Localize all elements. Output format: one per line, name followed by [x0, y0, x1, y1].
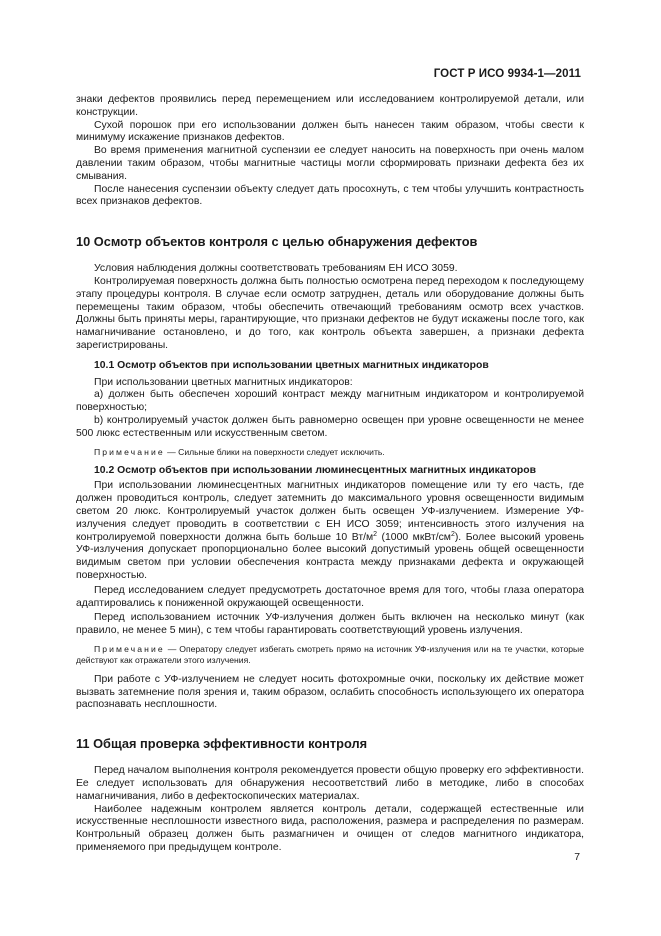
section-10-paragraph-2: Контролируемая поверхность должна быть полностью осмотрена перед переходом к последующему этапу процедуры контроля. В случае если осмотр затруднен, деталь или оборудование должны быть перемещены таким образом, чтобы обеспечить отвечающий требованиям осмотр всех участков. Должны быть приняты меры, гарантирующие, что признаки дефектов не будут искажены после того, как намагничивание остановлено, и до того, как контроль объекта завершен, а признаки дефекта зарегистрированы. [76, 275, 584, 351]
superscript: 2 [373, 530, 378, 538]
intro-paragraph-2: Сухой порошок при его использовании должен быть нанесен таким образом, чтобы свести к минимуму искажение признаков дефектов. [76, 119, 584, 144]
document-body [76, 94, 584, 855]
note-label: Примечание [94, 643, 165, 654]
subsection-10-1-item-b: b) контролируемый участок должен быть равномерно освещен при уровне освещенности не менее 500 люкс естественным или искусственным светом. [76, 414, 584, 439]
page-number: 7 [574, 852, 580, 863]
subsection-10-2-paragraph-3: Перед использованием источник УФ-излучения должен быть включен на несколько минут (как правило, не менее 5 мин), с тем чтобы гарантировать соответствующий уровень излучения. [76, 612, 584, 637]
subsection-10-2-heading: 10.2 Осмотр объектов при использовании люминесцентных магнитных индикаторов [94, 464, 537, 476]
subsection-10-2-paragraph-2: Перед исследованием следует предусмотреть достаточное время для того, чтобы глаза оператора адаптировались к пониженной окружающей освещенности. [76, 584, 584, 609]
subsection-10-1-intro: При использовании цветных магнитных индикаторов: [94, 376, 353, 388]
note-text: — Оператору следует избегать смотреть прямо на источник УФ-излучения или на те участки, которые действуют как отражатели этого излучения. [76, 643, 584, 665]
note-text: — Сильные блики на поверхности следует исключить. [164, 446, 385, 457]
subsection-10-2-paragraph-1 [76, 480, 584, 582]
text-run: (1000 мкВт/см [377, 531, 451, 543]
subsection-10-2-note [76, 644, 584, 666]
section-11-paragraph-1: Перед началом выполнения контроля рекомендуется провести общую проверку его эффективности. Ее следует использовать для обнаружения несоответствий либо в методике, либо в способах намагничивания, либо в дефектоскопических материалах. [76, 765, 584, 802]
section-10-heading: 10 Осмотр объектов контроля с целью обнаружения дефектов [76, 234, 478, 250]
subsection-10-1-heading: 10.1 Осмотр объектов при использовании цветных магнитных индикаторов [94, 359, 489, 371]
intro-paragraph-1: знаки дефектов проявились перед перемещением или исследованием контролируемой детали, или конструкции. [76, 94, 584, 118]
superscript: 2 [450, 530, 455, 538]
intro-paragraph-4: После нанесения суспензии объекту следует дать просохнуть, с тем чтобы улучшить контрастность всех признаков дефектов. [76, 183, 584, 208]
section-11-heading: 11 Общая проверка эффективности контроля [76, 736, 368, 752]
section-10-paragraph-1: Условия наблюдения должны соответствовать требованиям ЕН ИСО 3059. [94, 263, 458, 275]
subsection-10-1-note [76, 447, 584, 458]
note-label: Примечание [94, 446, 165, 457]
subsection-10-1-item-a: а) должен быть обеспечен хороший контраст между магнитным индикатором и контролируемой поверхностью; [76, 389, 584, 414]
document-code-header: ГОСТ Р ИСО 9934-1—2011 [433, 68, 581, 80]
intro-paragraph-3: Во время применения магнитной суспензии ее следует наносить на поверхность при очень малом давлении таким образом, чтобы магнитные частицы могли сформировать признаки дефекта без их смывания. [76, 145, 584, 182]
subsection-10-2-paragraph-4: При работе с УФ-излучением не следует носить фотохромные очки, поскольку их действие может вызвать затемнение поля зрения и, таким образом, ослабить способность использующего их оператора распознавать несплошности. [76, 673, 584, 711]
section-11-paragraph-2: Наиболее надежным контролем является контроль детали, содержащей естественные или искусственные несплошности известного вида, расположения, размера и распределения по размерам. Контрольный образец должен быть размагничен и очищен от следов магнитного индикатора, применяемого при предыдущем контроле. [76, 803, 584, 854]
text-run: При использовании люминесцентных магнитных индикаторов помещение или ту его часть, где должен проводиться контроль, следует затемнить до максимального уровня освещенности видимым светом 20 люкс. Контролируемый участок должен быть освещен УФ-излучением. Измерение УФ-излучения следует проводить в соответствии с ЕН ИСО 3059; интенсивность этого излучения на контролируемой поверхности должна быть больше 10 Вт/м [76, 480, 584, 543]
text-run: ). Более высокий уровень УФ-излучения допускает пропорционально более высокий допустимый уровень общей освещенности видимым светом при условии обеспечения контраста между признаками дефекта и окружающей поверхностью. [76, 531, 585, 581]
